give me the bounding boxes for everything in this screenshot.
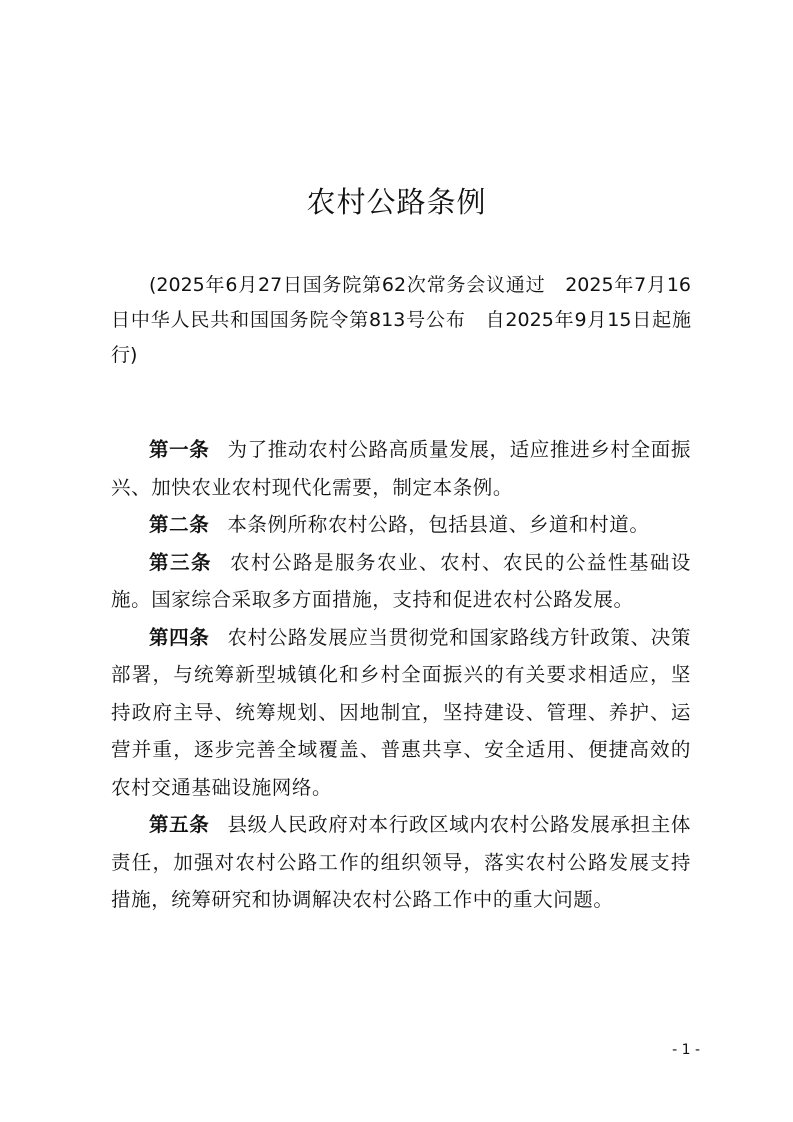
article-1-label: 第一条 <box>149 438 210 461</box>
article-5 <box>111 806 691 919</box>
article-2-text: 本条例所称农村公路，包括县道、乡道和村道。 <box>227 513 650 536</box>
document-title: 农村公路条例 <box>306 185 487 219</box>
page-number: - 1 - <box>672 1042 700 1058</box>
adoption-note: (2025年6月27日国务院第62次常务会议通过 2025年7月16日中华人民共和国国务院令第813号公布 自2025年9月15日起施行) <box>111 274 691 366</box>
article-5-label: 第五条 <box>149 813 210 836</box>
article-4-text: 农村公路发展应当贯彻党和国家路线方针政策、决策部署，与统筹新型城镇化和乡村全面振兴的有关要求相适应，坚持政府主导、统筹规划、因地制宜，坚持建设、管理、养护、运营并重，逐步完善全域覆盖、普惠共享、安全适用、便捷高效的农村交通基础设施网络。 <box>111 625 691 799</box>
article-3-label: 第三条 <box>149 550 212 574</box>
article-2-label: 第二条 <box>149 513 210 536</box>
article-4 <box>111 619 691 807</box>
article-5-text: 县级人民政府对本行政区域内农村公路发展承担主体责任，加强对农村公路工作的组织领导，落实农村公路发展支持措施，统筹研究和协调解决农村公路工作中的重大问题。 <box>111 813 691 911</box>
articles-list <box>111 431 691 919</box>
article-4-label: 第四条 <box>149 625 210 649</box>
article-3 <box>111 544 691 619</box>
article-3-text: 农村公路是服务农业、农村、农民的公益性基础设施。国家综合采取多方面措施，支持和促进农村公路发展。 <box>111 550 691 611</box>
article-1 <box>111 431 691 506</box>
article-1-text: 为了推动农村公路高质量发展，适应推进乡村全面振兴、加快农业农村现代化需要，制定本条例。 <box>111 438 691 499</box>
article-2 <box>111 506 691 544</box>
